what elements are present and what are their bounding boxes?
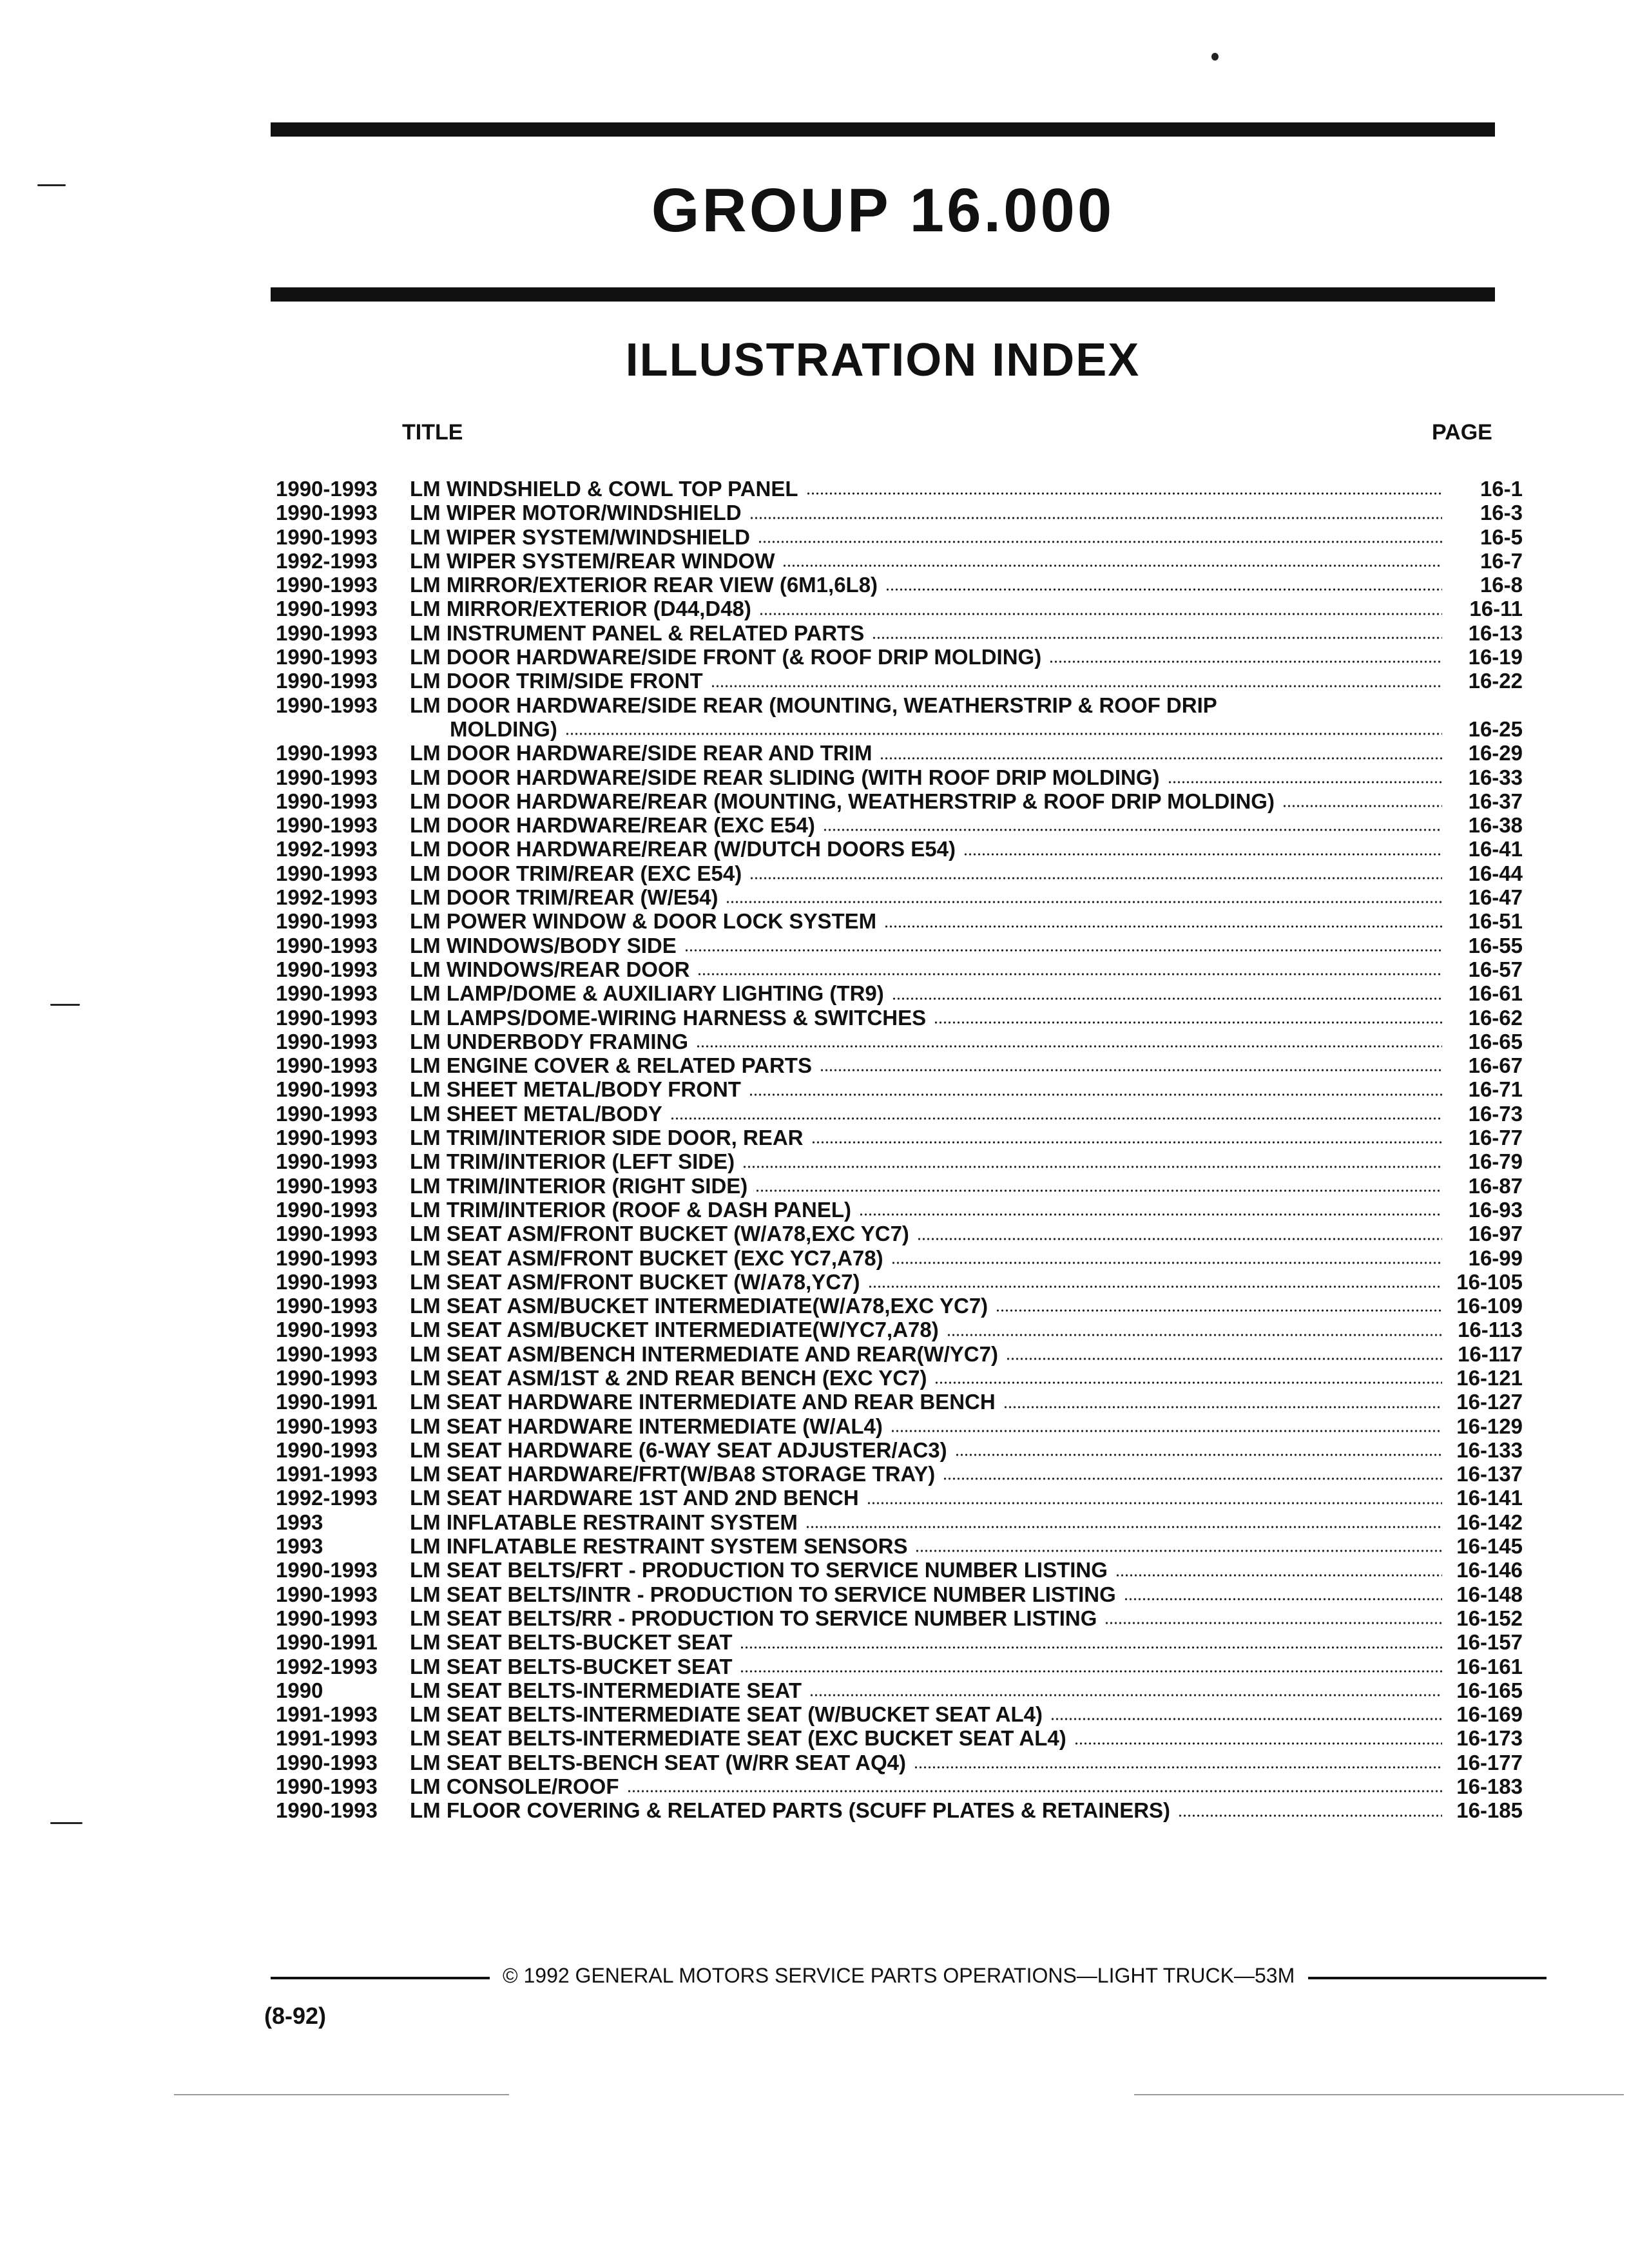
dot-leader [914, 1765, 1442, 1770]
row-years: 1990-1993 [276, 1101, 378, 1126]
dot-leader [1050, 1716, 1442, 1722]
index-row [276, 1294, 1523, 1318]
scan-artifact-line [174, 2094, 509, 2095]
row-title: LM SEAT ASM/FRONT BUCKET (W/A78,YC7) [410, 1269, 860, 1294]
dot-leader [726, 899, 1442, 905]
index-row [276, 1366, 1523, 1390]
index-row [276, 1510, 1523, 1534]
index-title: ILLUSTRATION INDEX [625, 334, 1141, 386]
row-years: 1991-1993 [276, 1726, 378, 1751]
index-row [276, 1246, 1523, 1270]
index-row [276, 1678, 1523, 1702]
dot-leader [758, 539, 1442, 544]
row-page-number: 16-1 [1480, 477, 1523, 501]
row-title: LM ENGINE COVER & RELATED PARTS [410, 1053, 812, 1078]
row-page-number: 16-47 [1468, 885, 1523, 910]
dot-leader [859, 1212, 1442, 1217]
row-page-number: 16-183 [1456, 1774, 1523, 1799]
row-title: LM FLOOR COVERING & RELATED PARTS (SCUFF PLATES & RETAINERS) [410, 1798, 1171, 1823]
illustration-index-list [276, 477, 1523, 1823]
row-years: 1990-1993 [276, 1005, 378, 1030]
row-page-number: 16-55 [1468, 933, 1523, 957]
row-years: 1992-1993 [276, 548, 378, 573]
index-row [276, 669, 1523, 693]
index-row [276, 645, 1523, 669]
row-title: LM SEAT ASM/FRONT BUCKET (EXC YC7,A78) [410, 1245, 883, 1270]
row-years: 1990-1993 [276, 597, 378, 621]
row-years: 1990-1993 [276, 741, 378, 765]
row-title: LM SEAT ASM/1ST & 2ND REAR BENCH (EXC YC7) [410, 1365, 927, 1390]
column-header-page: PAGE [1432, 420, 1492, 445]
row-page-number: 16-142 [1456, 1510, 1523, 1534]
row-years: 1990-1993 [276, 1126, 378, 1150]
dot-leader [880, 756, 1442, 761]
row-years: 1990-1993 [276, 620, 378, 645]
row-title: LM DOOR TRIM/REAR (W/E54) [410, 885, 718, 910]
row-title: LM LAMP/DOME & AUXILIARY LIGHTING (TR9) [410, 981, 884, 1006]
column-header-title: TITLE [402, 420, 463, 445]
dot-leader [872, 635, 1442, 640]
row-page-number: 16-71 [1468, 1077, 1523, 1102]
row-years: 1993 [276, 1534, 323, 1559]
dot-leader [1178, 1813, 1442, 1818]
dot-leader [1282, 803, 1442, 809]
row-years: 1990-1993 [276, 1197, 378, 1222]
row-page-number: 16-65 [1468, 1029, 1523, 1053]
row-title: LM DOOR HARDWARE/REAR (W/DUTCH DOORS E54) [410, 837, 956, 861]
row-title: LM SEAT HARDWARE INTERMEDIATE (W/AL4) [410, 1414, 883, 1438]
index-row [276, 789, 1523, 813]
dot-leader [749, 876, 1442, 881]
dot-leader [891, 1428, 1442, 1434]
row-title: LM SEAT BELTS-INTERMEDIATE SEAT [410, 1678, 802, 1702]
row-page-number: 16-37 [1468, 789, 1523, 813]
index-row [276, 981, 1523, 1005]
dot-leader [740, 1645, 1442, 1650]
row-title: LM WINDOWS/BODY SIDE [410, 933, 677, 957]
row-page-number: 16-44 [1468, 861, 1523, 885]
row-title: LM SEAT HARDWARE INTERMEDIATE AND REAR BENCH [410, 1390, 996, 1414]
row-page-number: 16-7 [1480, 548, 1523, 573]
row-page-number: 16-161 [1456, 1654, 1523, 1678]
row-page-number: 16-169 [1456, 1702, 1523, 1727]
footer-rule-left [271, 1977, 490, 1979]
index-row [276, 741, 1523, 765]
row-title: LM DOOR HARDWARE/REAR (EXC E54) [410, 813, 815, 838]
row-page-number: 16-41 [1468, 837, 1523, 861]
row-page-number: 16-87 [1468, 1173, 1523, 1198]
row-years: 1990-1993 [276, 501, 378, 525]
index-row [276, 1126, 1523, 1149]
row-page-number: 16-57 [1468, 957, 1523, 981]
row-page-number: 16-77 [1468, 1126, 1523, 1150]
row-title: LM SEAT BELTS/INTR - PRODUCTION TO SERVICE NUMBER LISTING [410, 1582, 1116, 1606]
row-title: LM WINDSHIELD & COWL TOP PANEL [410, 477, 798, 501]
dot-leader [811, 1140, 1442, 1145]
row-title: LM WIPER SYSTEM/WINDSHIELD [410, 524, 750, 549]
row-years: 1993 [276, 1510, 323, 1534]
row-page-number: 16-29 [1468, 741, 1523, 765]
index-row [276, 621, 1523, 645]
row-page-number: 16-177 [1456, 1750, 1523, 1774]
row-title: LM SEAT BELTS-INTERMEDIATE SEAT (EXC BUCKET SEAT AL4) [410, 1726, 1066, 1751]
index-row [276, 1390, 1523, 1414]
row-years: 1990-1993 [276, 1269, 378, 1294]
row-years: 1990-1993 [276, 1294, 378, 1318]
index-row [276, 549, 1523, 573]
row-page-number: 16-148 [1456, 1582, 1523, 1606]
row-page-number: 16-141 [1456, 1486, 1523, 1510]
row-years: 1990-1993 [276, 1029, 378, 1053]
row-years: 1992-1993 [276, 1486, 378, 1510]
dot-leader [915, 1548, 1442, 1553]
row-page-number: 16-157 [1456, 1630, 1523, 1655]
dot-leader [823, 827, 1442, 832]
row-years: 1990-1993 [276, 813, 378, 838]
index-row [276, 1630, 1523, 1654]
row-page-number: 16-117 [1458, 1341, 1523, 1366]
row-years: 1990-1993 [276, 1341, 378, 1366]
row-page-number: 16-79 [1468, 1149, 1523, 1174]
row-title: LM TRIM/INTERIOR (RIGHT SIDE) [410, 1173, 748, 1198]
dot-leader [809, 1693, 1442, 1698]
row-page-number: 16-22 [1468, 669, 1523, 693]
index-row [276, 1462, 1523, 1486]
index-row [276, 1077, 1523, 1101]
dot-leader [697, 972, 1442, 977]
row-title: LM DOOR TRIM/REAR (EXC E54) [410, 861, 742, 885]
row-title: LM SHEET METAL/BODY [410, 1101, 662, 1126]
row-years: 1990-1993 [276, 1558, 378, 1582]
dot-leader [684, 948, 1442, 953]
row-title: LM DOOR HARDWARE/SIDE REAR (MOUNTING, WEATHERSTRIP & ROOF DRIP [410, 693, 1217, 717]
row-title: LM POWER WINDOW & DOOR LOCK SYSTEM [410, 909, 877, 934]
row-years: 1992-1993 [276, 837, 378, 861]
row-years: 1990-1993 [276, 1750, 378, 1774]
row-years: 1990-1993 [276, 1222, 378, 1246]
row-page-number: 16-105 [1456, 1269, 1523, 1294]
row-title: LM TRIM/INTERIOR SIDE DOOR, REAR [410, 1126, 804, 1150]
row-title: LM SEAT BELTS-BUCKET SEAT [410, 1630, 733, 1655]
index-row [276, 1582, 1523, 1606]
row-title: LM SEAT ASM/BENCH INTERMEDIATE AND REAR(W/YC7) [410, 1341, 998, 1366]
footer-rule-right [1308, 1977, 1547, 1979]
dot-leader [1074, 1741, 1442, 1746]
row-years: 1990-1991 [276, 1390, 378, 1414]
row-title: LM SEAT BELTS-INTERMEDIATE SEAT (W/BUCKET SEAT AL4) [410, 1702, 1043, 1727]
index-row [276, 1486, 1523, 1510]
row-title: LM DOOR TRIM/SIDE FRONT [410, 669, 703, 693]
row-page-number: 16-25 [1468, 716, 1523, 741]
dot-leader [806, 491, 1442, 496]
row-title: LM DOOR HARDWARE/SIDE REAR AND TRIM [410, 741, 872, 765]
row-page-number: 16-146 [1456, 1558, 1523, 1582]
index-row [276, 813, 1523, 837]
dot-leader [947, 1332, 1442, 1338]
row-years: 1990-1993 [276, 957, 378, 981]
row-years: 1990-1993 [276, 1437, 378, 1462]
dot-leader [1003, 1405, 1442, 1410]
row-page-number: 16-3 [1480, 501, 1523, 525]
row-years: 1990-1993 [276, 933, 378, 957]
row-title: LM CONSOLE/ROOF [410, 1774, 619, 1799]
row-title: MOLDING) [450, 716, 557, 741]
dot-leader [696, 1044, 1442, 1049]
index-row [276, 693, 1523, 717]
row-years: 1990-1993 [276, 573, 378, 597]
dot-leader [868, 1284, 1442, 1289]
row-years: 1990-1993 [276, 1414, 378, 1438]
row-title: LM SEAT BELTS/RR - PRODUCTION TO SERVICE NUMBER LISTING [410, 1606, 1097, 1630]
dot-leader [1168, 780, 1442, 785]
dot-leader [749, 1092, 1442, 1097]
row-page-number: 16-73 [1468, 1101, 1523, 1126]
index-row [276, 1798, 1523, 1822]
row-title: LM MIRROR/EXTERIOR (D44,D48) [410, 597, 751, 621]
dot-leader [885, 587, 1442, 592]
index-row [276, 837, 1523, 861]
index-row [276, 1102, 1523, 1126]
binder-mark [50, 1822, 82, 1824]
row-page-number: 16-67 [1468, 1053, 1523, 1078]
group-title: GROUP 16.000 [651, 176, 1115, 245]
row-title: LM TRIM/INTERIOR (ROOF & DASH PANEL) [410, 1197, 852, 1222]
row-page-number: 16-173 [1456, 1726, 1523, 1751]
row-title: LM INFLATABLE RESTRAINT SYSTEM SENSORS [410, 1534, 908, 1559]
index-row [276, 1149, 1523, 1173]
row-years: 1990-1993 [276, 1582, 378, 1606]
row-page-number: 16-38 [1468, 813, 1523, 838]
row-title: LM SEAT BELTS/FRT - PRODUCTION TO SERVICE NUMBER LISTING [410, 1558, 1108, 1582]
row-page-number: 16-13 [1468, 620, 1523, 645]
revision-date: (8-92) [264, 2003, 327, 2029]
row-page-number: 16-8 [1480, 573, 1523, 597]
index-row [276, 1751, 1523, 1774]
top-rule [271, 122, 1495, 137]
row-years: 1990 [276, 1678, 323, 1702]
index-row [276, 934, 1523, 957]
dot-leader [759, 611, 1442, 617]
index-row [276, 1318, 1523, 1341]
dot-leader [1006, 1356, 1442, 1361]
index-row [276, 765, 1523, 789]
row-years: 1990-1991 [276, 1630, 378, 1655]
row-page-number: 16-185 [1456, 1798, 1523, 1823]
row-years: 1990-1993 [276, 1077, 378, 1102]
index-row [276, 1774, 1523, 1798]
row-page-number: 16-11 [1469, 597, 1523, 621]
index-row [276, 1006, 1523, 1030]
index-row [276, 477, 1523, 501]
binder-mark [50, 1004, 80, 1006]
index-row [276, 1222, 1523, 1245]
row-page-number: 16-145 [1456, 1534, 1523, 1559]
row-title: LM WIPER SYSTEM/REAR WINDOW [410, 548, 775, 573]
index-row [276, 1270, 1523, 1294]
row-page-number: 16-152 [1456, 1606, 1523, 1630]
row-years: 1992-1993 [276, 885, 378, 910]
row-years: 1990-1993 [276, 524, 378, 549]
dot-leader [740, 1669, 1442, 1674]
row-page-number: 16-51 [1468, 909, 1523, 934]
row-title: LM DOOR HARDWARE/SIDE FRONT (& ROOF DRIP MOLDING) [410, 645, 1042, 669]
row-page-number: 16-97 [1468, 1222, 1523, 1246]
row-title: LM SEAT HARDWARE/FRT(W/BA8 STORAGE TRAY) [410, 1462, 936, 1486]
row-title: LM WIPER MOTOR/WINDSHIELD [410, 501, 742, 525]
row-page-number: 16-62 [1468, 1005, 1523, 1030]
row-title: LM SEAT BELTS-BENCH SEAT (W/RR SEAT AQ4) [410, 1750, 906, 1774]
dot-leader [805, 1524, 1442, 1530]
dot-leader [917, 1236, 1442, 1242]
row-years: 1990-1993 [276, 765, 378, 789]
row-page-number: 16-5 [1480, 524, 1523, 549]
row-title: LM SEAT ASM/BUCKET INTERMEDIATE(W/A78,EXC YC7) [410, 1294, 988, 1318]
row-page-number: 16-127 [1456, 1390, 1523, 1414]
index-row [276, 861, 1523, 885]
index-row [276, 573, 1523, 597]
row-title: LM INSTRUMENT PANEL & RELATED PARTS [410, 620, 865, 645]
index-row [276, 1702, 1523, 1726]
dot-leader [670, 1116, 1442, 1121]
index-row [276, 957, 1523, 981]
row-page-number: 16-61 [1468, 981, 1523, 1006]
row-years: 1990-1993 [276, 861, 378, 885]
row-years: 1990-1993 [276, 1149, 378, 1174]
index-row [276, 597, 1523, 620]
row-title: LM SEAT BELTS-BUCKET SEAT [410, 1654, 733, 1678]
row-page-number: 16-93 [1468, 1197, 1523, 1222]
row-title: LM DOOR HARDWARE/REAR (MOUNTING, WEATHERSTRIP & ROOF DRIP MOLDING) [410, 789, 1275, 813]
dot-leader [1049, 659, 1442, 664]
row-title: LM SEAT ASM/BUCKET INTERMEDIATE(W/YC7,A78) [410, 1318, 939, 1342]
dot-leader [755, 1188, 1442, 1193]
row-title: LM DOOR HARDWARE/SIDE REAR SLIDING (WITH ROOF DRIP MOLDING) [410, 765, 1160, 789]
row-title: LM INFLATABLE RESTRAINT SYSTEM [410, 1510, 798, 1534]
row-years: 1990-1993 [276, 1245, 378, 1270]
dot-leader [867, 1501, 1442, 1506]
row-title: LM SEAT ASM/FRONT BUCKET (W/A78,EXC YC7) [410, 1222, 909, 1246]
row-page-number: 16-33 [1468, 765, 1523, 789]
index-row [276, 1030, 1523, 1053]
index-row [276, 501, 1523, 524]
dot-leader [820, 1068, 1442, 1073]
dot-leader [627, 1789, 1442, 1794]
index-row [276, 1534, 1523, 1558]
dot-leader [996, 1308, 1442, 1313]
dot-leader [749, 515, 1442, 521]
row-years: 1990-1993 [276, 909, 378, 934]
title-rule [271, 287, 1495, 302]
row-title: LM UNDERBODY FRAMING [410, 1029, 689, 1053]
dot-leader [742, 1164, 1442, 1169]
row-years: 1990-1993 [276, 1798, 378, 1823]
dot-leader [955, 1452, 1442, 1457]
dot-leader [565, 731, 1442, 736]
dot-leader [782, 563, 1442, 568]
dot-leader [891, 1260, 1442, 1265]
dot-leader [963, 852, 1442, 857]
index-row [276, 717, 1523, 741]
dot-leader [884, 924, 1442, 929]
index-row [276, 1053, 1523, 1077]
row-title: LM WINDOWS/REAR DOOR [410, 957, 690, 981]
row-title: LM SHEET METAL/BODY FRONT [410, 1077, 741, 1102]
row-page-number: 16-121 [1456, 1365, 1523, 1390]
index-row [276, 1606, 1523, 1630]
row-years: 1990-1993 [276, 981, 378, 1006]
row-years: 1990-1993 [276, 1173, 378, 1198]
scan-speck [1211, 53, 1219, 61]
row-years: 1991-1993 [276, 1462, 378, 1486]
copyright-notice: © 1992 GENERAL MOTORS SERVICE PARTS OPERATIONS—LIGHT TRUCK—53M [503, 1964, 1295, 1987]
row-years: 1990-1993 [276, 1053, 378, 1078]
row-page-number: 16-129 [1456, 1414, 1523, 1438]
dot-leader [1104, 1620, 1442, 1626]
row-page-number: 16-113 [1458, 1318, 1523, 1342]
index-row [276, 1558, 1523, 1582]
row-years: 1990-1993 [276, 1318, 378, 1342]
row-page-number: 16-137 [1456, 1462, 1523, 1486]
row-page-number: 16-165 [1456, 1678, 1523, 1702]
index-row [276, 909, 1523, 933]
row-years: 1990-1993 [276, 1774, 378, 1799]
index-row [276, 1174, 1523, 1198]
row-title: LM MIRROR/EXTERIOR REAR VIEW (6M1,6L8) [410, 573, 878, 597]
row-page-number: 16-133 [1456, 1437, 1523, 1462]
index-row [276, 525, 1523, 549]
dot-leader [934, 1020, 1442, 1025]
dot-leader [934, 1380, 1442, 1385]
index-row [276, 1414, 1523, 1438]
row-years: 1990-1993 [276, 1365, 378, 1390]
row-years: 1990-1993 [276, 645, 378, 669]
index-row [276, 1726, 1523, 1750]
dot-leader [943, 1476, 1442, 1481]
index-row [276, 1438, 1523, 1462]
index-row [276, 1198, 1523, 1222]
row-years: 1990-1993 [276, 669, 378, 693]
row-years: 1992-1993 [276, 1654, 378, 1678]
index-row [276, 885, 1523, 909]
row-title: LM LAMPS/DOME-WIRING HARNESS & SWITCHES [410, 1005, 927, 1030]
row-years: 1990-1993 [276, 693, 378, 717]
dot-leader [1115, 1573, 1442, 1578]
row-title: LM TRIM/INTERIOR (LEFT SIDE) [410, 1149, 735, 1174]
row-years: 1990-1993 [276, 789, 378, 813]
row-title: LM SEAT HARDWARE (6-WAY SEAT ADJUSTER/AC3) [410, 1437, 947, 1462]
index-row [276, 1342, 1523, 1366]
row-page-number: 16-109 [1456, 1294, 1523, 1318]
row-title: LM SEAT HARDWARE 1ST AND 2ND BENCH [410, 1486, 859, 1510]
row-page-number: 16-99 [1468, 1245, 1523, 1270]
dot-leader [892, 996, 1442, 1001]
dot-leader [1124, 1597, 1442, 1602]
scan-artifact-line [1134, 2094, 1624, 2095]
row-years: 1991-1993 [276, 1702, 378, 1727]
row-years: 1990-1993 [276, 1606, 378, 1630]
row-page-number: 16-19 [1468, 645, 1523, 669]
row-years: 1990-1993 [276, 477, 378, 501]
dot-leader [711, 684, 1442, 689]
index-row [276, 1655, 1523, 1678]
